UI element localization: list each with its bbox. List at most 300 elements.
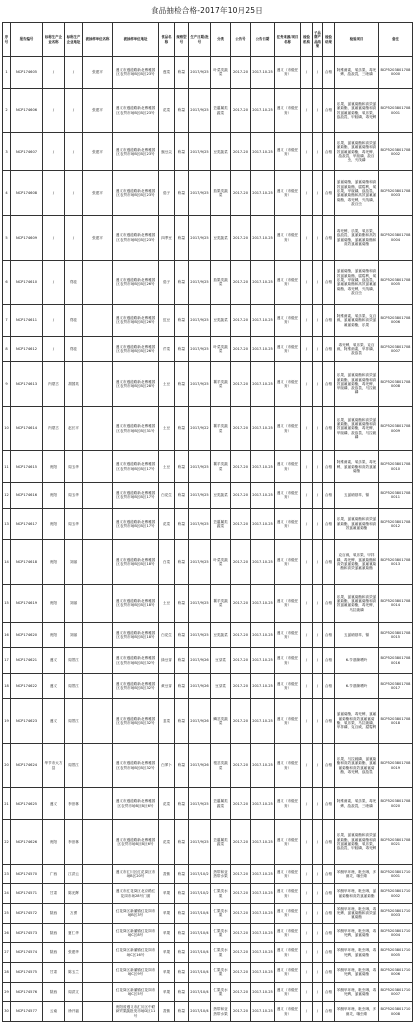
table-cell: / (313, 483, 323, 508)
table-cell: 叶菜类蔬菜 (211, 57, 231, 89)
table-cell: 称量 (175, 305, 189, 337)
table-cell: 薯芋类蔬菜 (211, 406, 231, 451)
table-cell: 2017-20 (231, 451, 251, 483)
table-cell: 遵义 (43, 673, 65, 698)
table-cell: 遵义市遵道路新北博雅园区农贸市场B区B区26号 (113, 260, 159, 305)
table-cell: / (313, 943, 323, 963)
table-cell: / (301, 483, 313, 508)
table-cell: 称量 (175, 540, 189, 585)
table-cell: 称量 (175, 171, 189, 216)
table-cell: 合格 (323, 923, 335, 943)
table-cell: 称量 (175, 943, 189, 963)
table-cell: 白萝卜 (159, 743, 175, 788)
table-cell: / (313, 788, 323, 820)
table-cell: BCP52038017080004 (379, 215, 413, 260)
table-cell: NCP174573 (11, 923, 43, 943)
table-cell: / (65, 215, 83, 260)
table-cell: 2017/10/4 (189, 982, 211, 1002)
table-cell: 合格 (323, 406, 335, 451)
table-cell: 遵义（市级任务） (275, 903, 301, 923)
table-cell: 苯醚甲环唑，吡虫啉，多菌灵，噻虫嗪 (335, 864, 379, 884)
table-cell: 合格 (323, 673, 335, 698)
table-cell: 遵义市遵道路新北博雅园区农贸市场B区B区18号 (113, 584, 159, 622)
table-cell: 合格 (323, 362, 335, 407)
table-cell: 2017.10.25 (251, 133, 275, 171)
table-cell: 遵义市遵道路新北博雅园区农贸市场B区B区17号 (113, 451, 159, 483)
table-cell: 2017.10.25 (251, 820, 275, 865)
table-cell: 刘丽 (65, 540, 83, 585)
table-cell: 遵义（市级任务） (275, 336, 301, 361)
table-cell: 遵义 (43, 648, 65, 673)
table-cell: BCP52038017100004 (379, 923, 413, 943)
table-cell: 2017-20 (231, 864, 251, 884)
table-cell (83, 540, 113, 585)
table-row (3, 57, 413, 89)
table-cell: 2017/9/26 (189, 673, 211, 698)
table-cell: 毒死蜱，氧乐果，克百威，阿维菌素，甲拌磷，敌敌畏 (335, 336, 379, 361)
table-cell: BCP52038017080001 (379, 88, 413, 133)
table-cell: 薯芋类蔬菜 (211, 362, 231, 407)
table-cell: NCP174609 (11, 215, 43, 260)
table-cell: 周景江 (65, 648, 83, 673)
table-cell: 遵义市遵道路新北博雅园区农贸市场B区B区32号 (113, 699, 159, 744)
table-cell (83, 962, 113, 982)
table-cell: / (43, 171, 65, 216)
table-cell (83, 743, 113, 788)
table-cell: NCP174608 (11, 171, 43, 216)
table-cell: 2017/9/26 (189, 648, 211, 673)
table-cell: 2017-20 (231, 215, 251, 260)
table-cell: 称量 (175, 406, 189, 451)
table-cell: 2017.10.25 (251, 673, 275, 698)
table-cell: 2017.10.25 (251, 88, 275, 133)
table-cell: 遵义（市级任务） (275, 673, 301, 698)
table-cell: 合格 (323, 215, 335, 260)
table-cell: / (301, 743, 313, 788)
table-row (3, 584, 413, 622)
table-cell: 2017/10/4 (189, 1002, 211, 1022)
table-cell: NCP174607 (11, 133, 43, 171)
table-cell: 2017-20 (231, 788, 251, 820)
table-cell: 合格 (323, 584, 335, 622)
table-cell (83, 451, 113, 483)
table-cell: 2017-20 (231, 699, 251, 744)
table-cell: NCP174610 (11, 260, 43, 305)
table-cell: 苹果 (159, 943, 175, 963)
table-cell: 周玉华 (65, 451, 83, 483)
table-row (3, 336, 413, 361)
table-cell: / (65, 171, 83, 216)
table-cell: NCP174612 (11, 336, 43, 361)
table-cell: 薯芋类蔬菜 (211, 451, 231, 483)
table-cell: 称量 (175, 260, 189, 305)
table-cell: 2017-20 (231, 483, 251, 508)
table-cell: / (313, 903, 323, 923)
table-cell: 遵义（市级任务） (275, 743, 301, 788)
table-row (3, 699, 413, 744)
table-cell: 27 (3, 943, 11, 963)
table-cell: 9 (3, 362, 11, 407)
table-header-row (3, 23, 413, 57)
table-cell: 乐果，氯氰菊酯和高效氯氰菊酯，氯氟氰菊酯和高效氯氟氰菊酯，氧乐果，敌敌畏，甲胺磷，毒死蜱 (335, 820, 379, 865)
table-cell: 2017.10.25 (251, 406, 275, 451)
table-cell: 2017/9/25 (189, 483, 211, 508)
table-cell: 合格 (323, 903, 335, 923)
table-cell: 张建平 (83, 57, 113, 89)
table-cell (83, 406, 113, 451)
table-cell: 遵义（市级任务） (275, 1002, 301, 1022)
table-cell: 2017-20 (231, 57, 251, 89)
table-cell (83, 982, 113, 1002)
table-cell: / (301, 133, 313, 171)
table-cell: 绿豆芽 (159, 648, 175, 673)
table-cell: / (301, 305, 313, 337)
table-cell: 2017-20 (231, 336, 251, 361)
table-cell: 徐开福 (65, 1002, 83, 1022)
table-cell: 21 (3, 788, 11, 820)
table-cell: / (301, 648, 313, 673)
table-cell: 2017-20 (231, 1002, 251, 1022)
table-cell: 称量 (175, 699, 189, 744)
table-cell: 遵义市遵道路新北博雅园区农贸市场B区B区31号 (113, 406, 159, 451)
table-cell: 合格 (323, 483, 335, 508)
column-header: 公告号 (231, 23, 251, 57)
table-cell: / (43, 133, 65, 171)
table-cell: NCP174570 (11, 864, 43, 884)
table-cell: 合格 (323, 743, 335, 788)
table-cell: 12 (3, 483, 11, 508)
table-row (3, 943, 413, 963)
table-cell: 张建华 (65, 943, 83, 963)
table-cell: 豆类蔬菜 (211, 305, 231, 337)
table-cell: 2017.10.25 (251, 451, 275, 483)
table-cell: / (65, 133, 83, 171)
table-cell: 乐果，氯氰菊酯和高效氯氰菊酯，氯氟氰菊酯和高效氯氟氰菊酯 (335, 508, 379, 540)
table-cell: NCP174577 (11, 1002, 43, 1022)
table-cell: / (313, 699, 323, 744)
column-header: 检验项目 (335, 23, 379, 57)
table-cell: 8 (3, 336, 11, 361)
table-cell: / (301, 962, 313, 982)
table-cell: 2017/9/25 (189, 540, 211, 585)
table-cell: NCP174615 (11, 451, 43, 483)
table-cell: 6 (3, 260, 11, 305)
table-cell: 鳞茎类蔬菜 (211, 699, 231, 744)
table-cell: 贵阳 (43, 622, 65, 647)
table-cell: 张建平 (83, 171, 113, 216)
table-cell: 李崇林 (65, 820, 83, 865)
table-cell: 遵义（市级任务） (275, 133, 301, 171)
table-cell: 2017.10.25 (251, 540, 275, 585)
table-cell: / (301, 406, 313, 451)
table-cell: 红花岗区新蒲镇红花岗市场C区16号 (113, 943, 159, 963)
column-header: 被抽样单位地址 (113, 23, 159, 57)
table-cell: BCP52038017080006 (379, 305, 413, 337)
table-cell: 2017.10.25 (251, 508, 275, 540)
table-cell (83, 923, 113, 943)
table-cell: 豆芽菜 (211, 648, 231, 673)
table-cell: 合格 (323, 260, 335, 305)
table-cell: 茄果类蔬菜 (211, 171, 231, 216)
table-cell (83, 673, 113, 698)
table-cell: 遵义市遵道路新北博雅园区农贸市场B区B区6号 (113, 788, 159, 820)
table-row (3, 982, 413, 1002)
table-cell: BCP52038017080005 (379, 260, 413, 305)
table-cell: 2017/9/25 (189, 451, 211, 483)
table-cell: 叶菜类蔬菜 (211, 540, 231, 585)
table-cell: BCP52038017080007 (379, 336, 413, 361)
table-cell: NCP174622 (11, 673, 43, 698)
table-cell: 2017-20 (231, 260, 251, 305)
table-cell: NCP174621 (11, 648, 43, 673)
table-cell: 遵义 (43, 699, 65, 744)
column-header: 标称生产企业地址 (65, 23, 83, 57)
table-cell: BCP52038017080020 (379, 788, 413, 820)
table-cell (83, 943, 113, 963)
table-cell: 2017/9/25 (189, 88, 211, 133)
table-cell: 张建平 (83, 133, 113, 171)
table-cell: 2017.10.25 (251, 483, 275, 508)
table-cell: 2017-20 (231, 903, 251, 923)
table-cell: 仁果类水果 (211, 903, 231, 923)
table-cell: 五氯硝基苯，镉 (335, 622, 379, 647)
table-cell: / (301, 451, 313, 483)
table-cell: / (301, 884, 313, 904)
table-cell: 豆类蔬菜 (211, 215, 231, 260)
table-cell: 遵义（市级任务） (275, 451, 301, 483)
table-cell: 合格 (323, 336, 335, 361)
table-cell: 豆类蔬菜 (211, 483, 231, 508)
table-cell: 热带和亚热带水果 (211, 1002, 231, 1022)
table-cell: 合格 (323, 648, 335, 673)
table-cell: 芸薹属类蔬菜 (211, 88, 231, 133)
table-cell: 19 (3, 699, 11, 744)
table-cell: 苹果 (159, 923, 175, 943)
table-cell: / (65, 88, 83, 133)
table-cell: / (313, 584, 323, 622)
column-header: 报告编号 (11, 23, 43, 57)
table-cell: / (43, 260, 65, 305)
table-cell: 2017/9/25 (189, 57, 211, 89)
table-cell: 遵义（市级任务） (275, 648, 301, 673)
table-cell: 仁果类水果 (211, 962, 231, 982)
table-cell: 甘肃 (43, 884, 65, 904)
table-cell: 云南 (43, 1002, 65, 1022)
table-cell: 周玉华 (65, 508, 83, 540)
table-cell: 2017.10.25 (251, 171, 275, 216)
table-cell: / (43, 336, 65, 361)
table-cell: 香蕉 (159, 864, 175, 884)
table-cell: 遵义（市级任务） (275, 962, 301, 982)
table-cell: 称量 (175, 508, 189, 540)
table-cell: 遵义市遵道路新北博雅园区农贸市场B区B区28号 (113, 362, 159, 407)
table-cell: 合格 (323, 943, 335, 963)
table-cell: 称量 (175, 962, 189, 982)
table-row (3, 215, 413, 260)
table-row (3, 903, 413, 923)
table-cell: BCP52038017100007 (379, 982, 413, 1002)
column-header: 检验结果 (323, 23, 335, 57)
table-cell: 遵义（市级任务） (275, 982, 301, 1002)
table-cell: NCP174625 (11, 788, 43, 820)
table-cell: 称量 (175, 584, 189, 622)
table-cell: / (313, 820, 323, 865)
table-cell: 遵义 (43, 788, 65, 820)
table-cell: NCP174620 (11, 622, 43, 647)
table-cell: 称量 (175, 884, 189, 904)
table-cell: 遵义（市级任务） (275, 884, 301, 904)
table-cell: / (301, 362, 313, 407)
table-cell: 23 (3, 864, 11, 884)
table-cell: 合格 (323, 788, 335, 820)
table-cell: 2017/9/25 (189, 622, 211, 647)
table-cell (83, 884, 113, 904)
table-cell: / (301, 260, 313, 305)
table-cell: 1 (3, 57, 11, 89)
table-cell: / (301, 215, 313, 260)
column-header: 分类 (211, 23, 231, 57)
table-cell: 遵义市遵道路新北博雅园区农贸市场B区B区17号 (113, 508, 159, 540)
table-cell: 乐果，氯氰菊酯和高效氯氰菊酯，氯氟氰菊酯和高效氯氟氰菊酯，氧乐果，敌敌畏，甲胺磷，毒死蜱 (335, 88, 379, 133)
table-row (3, 260, 413, 305)
table-cell: 称量 (175, 788, 189, 820)
table-cell (83, 336, 113, 361)
table-cell: 遵义（市级任务） (275, 215, 301, 260)
table-cell: / (301, 540, 313, 585)
table-cell: 2017/9/25 (189, 336, 211, 361)
column-header: 子品牌产品结果 (313, 23, 323, 57)
table-cell: / (313, 864, 323, 884)
table-cell: 2017.10.25 (251, 884, 275, 904)
table-cell: 合格 (323, 622, 335, 647)
table-cell: 陈光辉 (65, 884, 83, 904)
table-cell: 乐果，氯氰菊酯和高效氯氰菊酯，氯氟氰菊酯和高效氯氟氰菊酯，毒死蜱，马拉硫磷 (335, 584, 379, 622)
column-header: 公告日期 (251, 23, 275, 57)
table-cell: NCP174613 (11, 362, 43, 407)
table-cell: 2017/10/2 (189, 884, 211, 904)
table-cell: / (313, 133, 323, 171)
table-cell: 2017.10.25 (251, 1002, 275, 1022)
table-cell: 遵义市遵道路新北博雅园区农贸市场B区B区32号 (113, 673, 159, 698)
table-cell (83, 903, 113, 923)
table-cell: 夏仁华 (65, 923, 83, 943)
table-row (3, 622, 413, 647)
table-cell: 2017-20 (231, 884, 251, 904)
table-cell: 合格 (323, 57, 335, 89)
column-header: 任务来源/项目名称 (275, 23, 301, 57)
table-cell: 6-苄基腺嘌呤 (335, 648, 379, 673)
table-cell: / (313, 743, 323, 788)
table-cell: 26 (3, 923, 11, 943)
table-cell: / (313, 923, 323, 943)
table-cell: 五氯硝基苯，镉 (335, 483, 379, 508)
table-cell: 2017.10.25 (251, 923, 275, 943)
table-cell: 芸薹属类蔬菜 (211, 820, 231, 865)
column-header: 检验机构 (301, 23, 313, 57)
table-cell: 遵义市遵道路新北博雅园区农贸市场B区B区23号 (113, 133, 159, 171)
table-cell: NCP174606 (11, 88, 43, 133)
table-cell: 遵义（市级任务） (275, 305, 301, 337)
table-cell: 2017.10.25 (251, 305, 275, 337)
table-cell: / (313, 88, 323, 133)
table-cell: NCP174618 (11, 540, 43, 585)
table-cell: 陕西 (43, 982, 65, 1002)
table-cell: 万勇 (65, 903, 83, 923)
column-header: 食品名称 (159, 23, 175, 57)
table-cell: / (65, 57, 83, 89)
table-cell: 合格 (323, 864, 335, 884)
table-cell: 7 (3, 305, 11, 337)
table-cell: 茄子 (159, 260, 175, 305)
table-row (3, 171, 413, 216)
table-cell: 合格 (323, 451, 335, 483)
table-cell: 2017/9/25 (189, 788, 211, 820)
table-cell: 薯芋类蔬菜 (211, 584, 231, 622)
table-cell: BCP52038017080013 (379, 540, 413, 585)
table-cell: 阿维菌素，氧乐果，克百威，氯氟氰菊酯和高效氯氟氰菊酯，乐果 (335, 305, 379, 337)
table-cell: 称量 (175, 622, 189, 647)
table-cell: 28 (3, 962, 11, 982)
table-cell: 17 (3, 648, 11, 673)
table-cell: BCP52038017080016 (379, 648, 413, 673)
table-cell: / (301, 57, 313, 89)
table-cell: 2017/10/2 (189, 864, 211, 884)
table-cell: 贵阳 (43, 820, 65, 865)
table-cell: 称量 (175, 864, 189, 884)
table-cell: 遵义（市级任务） (275, 406, 301, 451)
table-cell: 合格 (323, 820, 335, 865)
table-cell: 2017-20 (231, 648, 251, 673)
table-cell: 2017.10.25 (251, 743, 275, 788)
table-cell: 称量 (175, 923, 189, 943)
table-cell: BCP52038017100001 (379, 864, 413, 884)
table-cell: / (313, 215, 323, 260)
table-cell: 遵义市遵道路新北博雅园区农贸市场B区B区26号 (113, 305, 159, 337)
table-cell: 花菜 (159, 88, 175, 133)
table-cell: 2017-20 (231, 673, 251, 698)
table-cell: 遵义市遵道路新北博雅园区农贸市场B区B区18号 (113, 622, 159, 647)
table-cell: NCP174623 (11, 699, 43, 744)
table-cell: 2017/9/25 (189, 171, 211, 216)
table-cell: / (43, 57, 65, 89)
table-cell: 24 (3, 884, 11, 904)
table-cell: 苯醚甲环唑，吡虫啉，毒死蜱，氯氰菊酯 (335, 943, 379, 963)
table-cell: 2017.10.25 (251, 362, 275, 407)
table-cell: 16 (3, 622, 11, 647)
table-cell: 2017.10.25 (251, 903, 275, 923)
table-cell: 6-苄基腺嘌呤 (335, 673, 379, 698)
table-cell: 2017.10.25 (251, 943, 275, 963)
table-cell: 称量 (175, 903, 189, 923)
table-cell: 称量 (175, 88, 189, 133)
table-cell: / (301, 1002, 313, 1022)
table-cell: 合格 (323, 508, 335, 540)
table-cell: 2017-20 (231, 133, 251, 171)
table-cell: 2017/9/26 (189, 743, 211, 788)
table-cell: 2017/9/25 (189, 133, 211, 171)
table-cell: 2017-20 (231, 982, 251, 1002)
table-cell: 红花岗区新蒲镇红花岗市场B区3号 (113, 903, 159, 923)
table-cell: / (313, 884, 323, 904)
table-cell: BCP52038017080010 (379, 451, 413, 483)
table-cell: / (313, 451, 323, 483)
table-cell: 称量 (175, 820, 189, 865)
table-cell: 胡国英 (65, 362, 83, 407)
table-cell: 14 (3, 540, 11, 585)
table-cell: 香蕉 (159, 1002, 175, 1022)
table-cell: 2017-20 (231, 540, 251, 585)
table-row (3, 788, 413, 820)
